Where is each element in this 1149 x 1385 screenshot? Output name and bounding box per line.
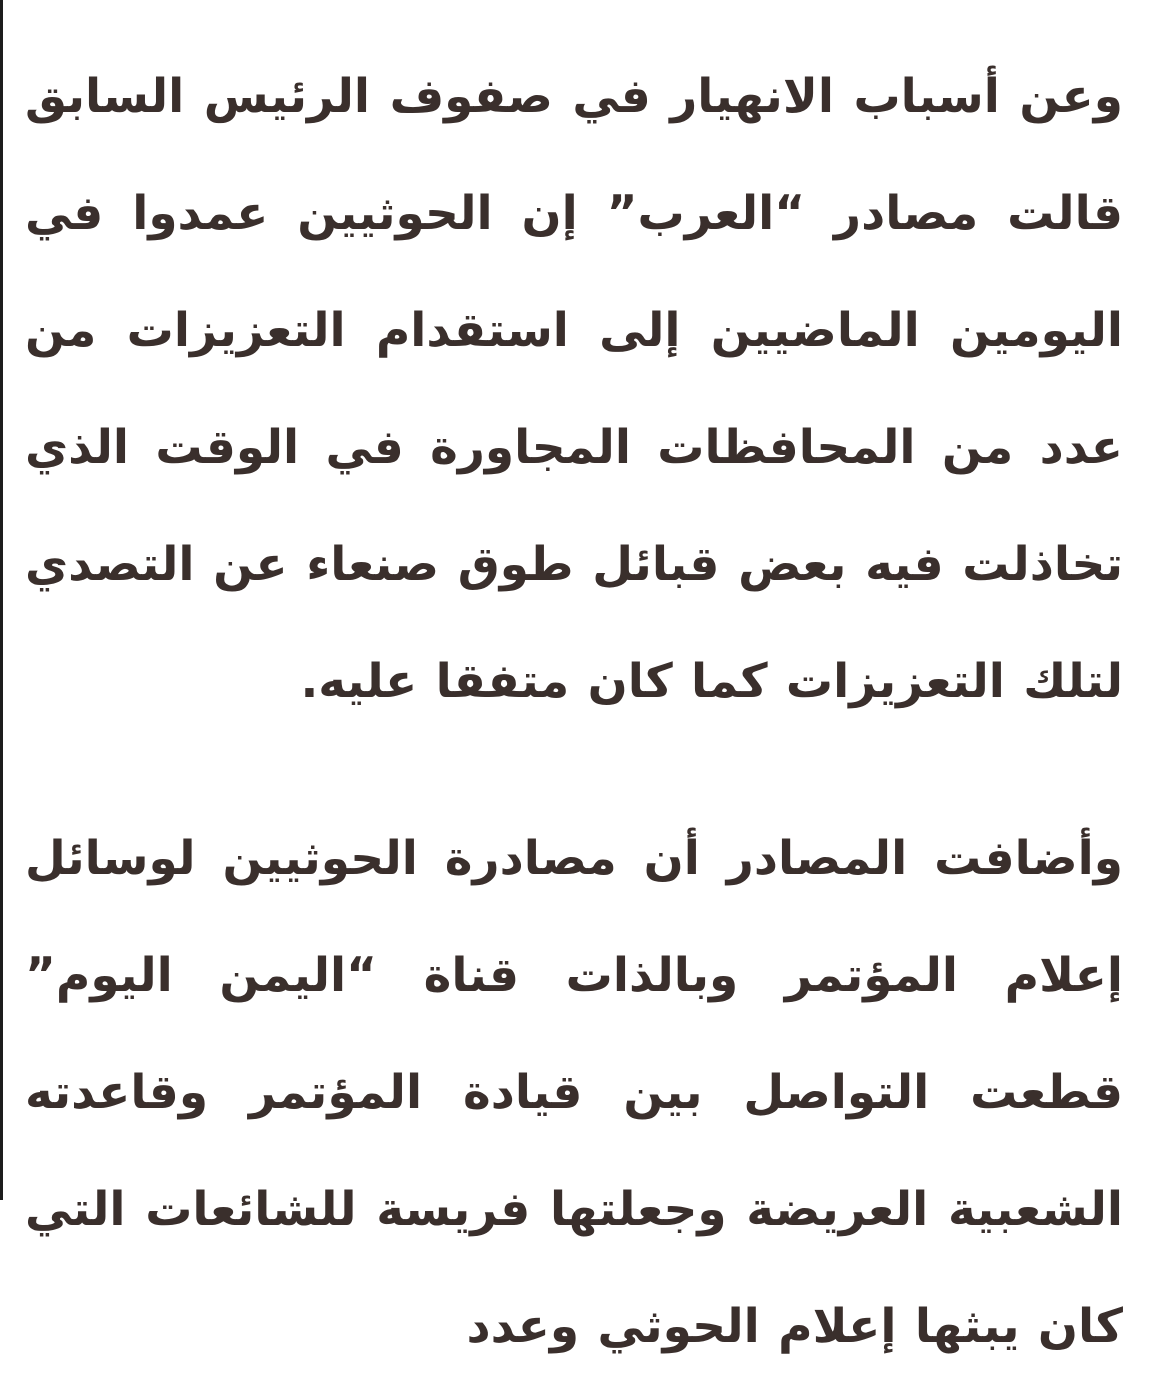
paragraph-1: وعن أسباب الانهيار في صفوف الرئيس السابق قالت مصادر “العرب” إن الحوثيين عمدوا في اليومين الماضيين إلى استقدام التعزيزات من عدد من المحافظات المجاورة في الوقت الذي تخاذلت فيه بعض قبائل طوق صنعاء عن التصدي لتلك التعزيزات كما كان متفقا عليه.	[25, 69, 1123, 709]
article-body	[25, 38, 1123, 1385]
paragraph-2: وأضافت المصادر أن مصادرة الحوثيين لوسائل إعلام المؤتمر وبالذات قناة “اليمن اليوم” قطعت التواصل بين قيادة المؤتمر وقاعدته الشعبية العريضة وجعلتها فريسة للشائعات التي كان يبثها إعلام الحوثي وعدد	[25, 831, 1123, 1354]
